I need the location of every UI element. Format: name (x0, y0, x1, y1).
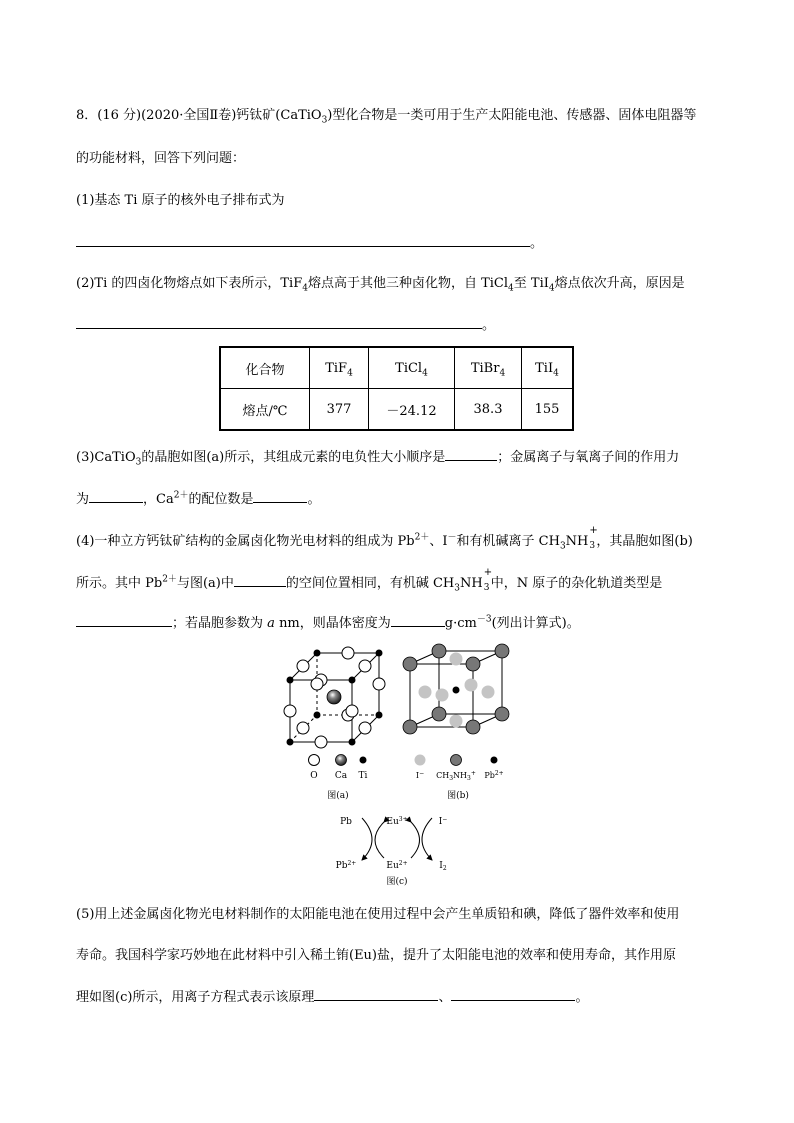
sup: － (447, 532, 457, 543)
header-label: TiCl (395, 360, 423, 376)
legend-ti-label: Ti (358, 771, 368, 781)
header-label: TiBr (470, 360, 500, 376)
c-pb2-sup: 2+ (347, 860, 357, 867)
answer-blank-10[interactable] (451, 988, 575, 1001)
legend-lead-icon (491, 757, 498, 764)
part-4-text-c: 和有机碱离子 CH (456, 534, 560, 549)
intro-sub: 3 (321, 115, 328, 126)
part-4-line3-a: ；若晶胞参数为 (172, 616, 264, 631)
legend-iodide-icon (415, 755, 426, 766)
figure-c-caption: 图(c) (386, 877, 408, 887)
figure-a-legend (309, 755, 368, 802)
figure-b-legend (415, 755, 504, 802)
answer-blank-9[interactable] (314, 988, 438, 1001)
c-inner-left-arrow (375, 822, 384, 858)
figure-c-redox-cycle (336, 816, 448, 887)
legend-titanium-icon (360, 757, 367, 764)
legend-pb-label (484, 770, 503, 780)
part-3-text-a: (3)CaTiO (76, 450, 136, 465)
part-4-line2-d: NH (460, 576, 483, 591)
variable-a: a (267, 616, 275, 631)
part-4-line3-d: (列出计算式)。 (491, 616, 580, 631)
intro-text: ．(16 分)(2020·全国Ⅱ卷)钙钛矿(CaTiO (84, 108, 322, 123)
part-5-text-2: 寿命。我国科学家巧妙地在此材料中引入稀土铕(Eu)盐，提升了太阳能电池的效率和使用寿命，其作用原 (76, 948, 677, 963)
part-5-line-2 (76, 947, 676, 965)
legend-i-sup: − (419, 770, 425, 777)
part-4-line3-c: g·cm (444, 616, 477, 631)
sub: 4 (548, 283, 555, 294)
period: 。 (575, 990, 589, 1005)
period: 。 (530, 236, 544, 251)
legend-i-label (416, 770, 424, 780)
part-5-text-1: (5)用上述金属卤化物光电材料制作的太阳能电池在使用过程中会产生单质铅和碘，降低了器件效率和使用 (76, 907, 680, 922)
sup: 2＋ (173, 490, 189, 501)
part-5-line-3 (76, 988, 588, 1007)
sup: 2＋ (162, 574, 177, 585)
c-eu3-base: Eu (386, 817, 399, 827)
cell-value: 38.3 (473, 401, 503, 417)
legend-ch3nh3-label (436, 770, 476, 782)
legend-i-base: I (415, 771, 420, 780)
sub: 4 (422, 368, 428, 379)
separator: 、 (438, 990, 452, 1005)
part-4-text-d: NH (565, 534, 589, 549)
part-4-text-a: (4)一种立方钙钛矿结构的金属卤化物光电材料的组成为 Pb (76, 534, 415, 549)
part-4-line2-c: 的空间位置相同，有机碱 CH (285, 576, 455, 591)
part-5-line-1 (76, 906, 679, 924)
sub: 4 (553, 368, 559, 379)
intro-line-2: 的功能材料，回答下列问题： (76, 151, 246, 166)
c-pb-label: Pb (340, 817, 352, 827)
sub: 4 (499, 368, 506, 379)
c-i2-label (439, 861, 447, 872)
c-left-arrow (362, 818, 372, 860)
c-pb2-base: Pb (335, 861, 348, 871)
legend-oxygen-icon (309, 755, 320, 766)
part-3-line2-c: 的配位数是 (188, 492, 254, 507)
header-label: TiF (325, 360, 348, 376)
legend-ch: CH (436, 771, 450, 780)
legend-pb-base: Pb (484, 771, 495, 780)
c-eu3-label (386, 816, 407, 827)
cell-value: 155 (534, 401, 560, 417)
sub: 4 (508, 283, 514, 294)
sub: 3 (559, 541, 566, 552)
row-label: 熔点/℃ (242, 403, 288, 419)
question-number: 8 (76, 108, 85, 123)
plus: + (483, 567, 493, 578)
header-label: TiI (535, 360, 554, 376)
sub: 4 (302, 283, 308, 294)
legend-o-label: O (310, 771, 318, 781)
part-5-text-3: 理如图(c)所示，用离子方程式表示该原理 (76, 990, 315, 1005)
part-4-line3-b: nm，则晶体密度为 (279, 616, 391, 631)
three: 3 (589, 541, 596, 551)
part-2-text-d: 熔点依次升高，原因是 (554, 276, 685, 291)
part-4-line2-a: 所示。其中 Pb (76, 576, 163, 591)
part-4-text-b: 、I (429, 534, 448, 549)
c-i-base: I (438, 817, 443, 827)
header-label: 化合物 (245, 362, 285, 378)
part-4-line2-b: 与图(a)中 (176, 576, 234, 591)
c-i-label (439, 816, 448, 827)
sub: 3 (454, 583, 460, 594)
legend-ch-sub: 3 (449, 775, 454, 782)
legend-pb-sup: 2+ (494, 770, 504, 777)
figure-a-caption: 图(a) (327, 791, 349, 801)
sub: 4 (347, 368, 353, 379)
part-4-line2-e: 中，N 原子的杂化轨道类型是 (490, 576, 663, 591)
cell-value: －24.12 (386, 403, 437, 419)
sup: 2＋ (414, 532, 430, 543)
c-eu2-base: Eu (386, 861, 399, 871)
part-3-text-b: 的晶胞如图(a)所示，其组成元素的电负性大小顺序是 (141, 450, 446, 465)
part-2-text-a: (2)Ti 的四卤化物熔点如下表所示，TiF (76, 276, 303, 291)
period: 。 (307, 492, 321, 507)
legend-ca-label: Ca (334, 771, 348, 781)
cell-value: 377 (326, 401, 352, 417)
part-3-text-c: ；金属离子与氧离子间的作用力 (497, 450, 680, 465)
three: 3 (483, 583, 490, 593)
c-inner-right-arrow (411, 822, 420, 858)
c-eu2-label (386, 860, 407, 871)
sub: 3 (135, 457, 142, 468)
part-1-text: (1)基态 Ti 原子的核外电子排布式为 (76, 193, 285, 208)
figure-b-caption: 图(b) (447, 791, 469, 801)
legend-methylammonium-icon (451, 755, 462, 766)
c-eu2-sup: 2+ (398, 860, 408, 867)
figure-b-lead-ion (453, 687, 460, 694)
part-3-line2-b: ，Ca (143, 492, 174, 507)
c-i2-base: I (439, 861, 443, 871)
intro-text-2: )型化合物是一类可用于生产太阳能电池、传感器、固体电阻器等 (327, 108, 697, 123)
part-2-text-b: 熔点高于其他三种卤化物，自 TiCl (307, 276, 509, 291)
c-eu3-sup: 3+ (398, 816, 408, 823)
sup: －3 (476, 614, 492, 625)
c-i-sup: − (442, 816, 448, 823)
part-4-text-e: ，其晶胞如图(b) (596, 534, 693, 549)
legend-nh-sup: + (470, 770, 476, 777)
legend-nh-sub: 3 (467, 775, 471, 782)
c-pb2-label (336, 860, 357, 871)
c-right-arrow (422, 818, 432, 860)
period: 。 (482, 318, 496, 333)
legend-nh: NH (453, 771, 468, 780)
c-i2-sub: 2 (442, 865, 447, 872)
part-2-text-c: 至 TiI (513, 276, 549, 291)
part-3-line2-a: 为 (76, 492, 90, 507)
plus: + (589, 525, 598, 536)
legend-calcium-icon (336, 755, 347, 766)
figure-a-calcium-atom (327, 690, 341, 704)
